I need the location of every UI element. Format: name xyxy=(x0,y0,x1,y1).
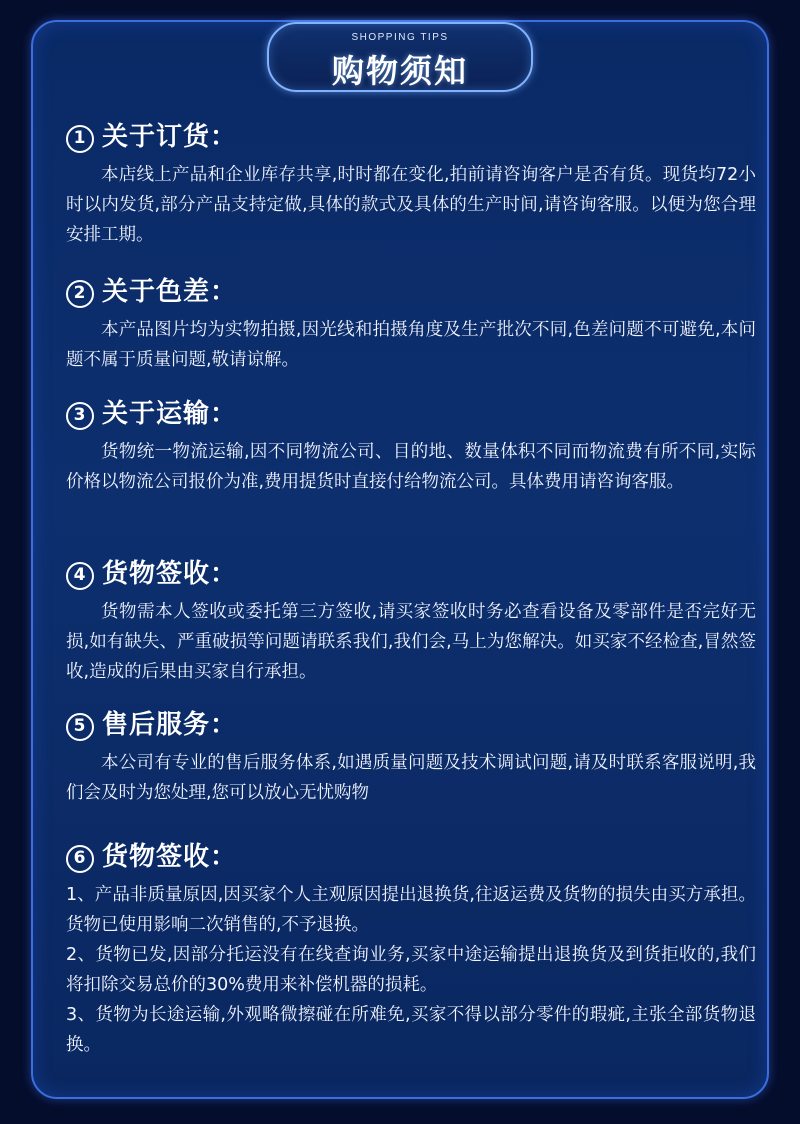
section-title: 关于色差： xyxy=(102,277,238,307)
section-ordering xyxy=(66,120,756,250)
list-item: 3、货物为长途运输,外观略微擦碰在所难免,买家不得以部分零件的瑕疵,主张全部货物退换。 xyxy=(66,1005,756,1055)
section-body: 本店线上产品和企业库存共享,时时都在变化,拍前请咨询客户是否有货。现货均72小时以内发货,部分产品支持定做,具体的款式及具体的生产时间,请咨询客服。以便为您合理安排工期。 xyxy=(66,165,756,245)
section-title: 货物签收： xyxy=(102,559,238,589)
section-shipping xyxy=(66,397,756,497)
section-title: 关于订货： xyxy=(102,122,238,152)
circled-number: 4 xyxy=(66,562,94,590)
section-heading xyxy=(66,275,756,309)
list-item: 2、货物已发,因部分托运没有在线查询业务,买家中途运输提出退换货及到货拒收的,我们将扣除交易总价的30%费用来补偿机器的损耗。 xyxy=(66,945,756,995)
section-receipt xyxy=(66,557,756,687)
section-title: 货物签收： xyxy=(102,842,238,872)
section-heading xyxy=(66,708,756,742)
section-returns xyxy=(66,840,756,1060)
section-color-difference xyxy=(66,275,756,375)
section-heading xyxy=(66,557,756,591)
section-body: 货物需本人签收或委托第三方签收,请买家签收时务必查看设备及零部件是否完好无损,如有缺失、严重破损等问题请联系我们,我们会,马上为您解决。如买家不经检查,冒然签收,造成的后果由买家自行承担。 xyxy=(66,602,756,682)
circled-number: 5 xyxy=(66,713,94,741)
section-heading xyxy=(66,840,756,874)
badge-subtitle: SHOPPING TIPS xyxy=(351,32,449,43)
title-badge xyxy=(267,22,533,92)
section-heading xyxy=(66,397,756,431)
circled-number: 1 xyxy=(66,125,94,153)
circled-number: 2 xyxy=(66,280,94,308)
list-item: 1、产品非质量原因,因买家个人主观原因提出退换货,往返运费及货物的损失由买方承担。货物已使用影响二次销售的,不予退换。 xyxy=(66,885,756,935)
circled-number: 3 xyxy=(66,402,94,430)
section-body: 本公司有专业的售后服务体系,如遇质量问题及技术调试问题,请及时联系客服说明,我们会及时为您处理,您可以放心无忧购物 xyxy=(66,753,756,803)
circled-number: 6 xyxy=(66,845,94,873)
section-after-sales xyxy=(66,708,756,808)
section-title: 售后服务： xyxy=(102,710,238,740)
section-heading xyxy=(66,120,756,154)
returns-list xyxy=(66,880,756,1060)
section-title: 关于运输： xyxy=(102,399,238,429)
section-body: 货物统一物流运输,因不同物流公司、目的地、数量体积不同而物流费有所不同,实际价格以物流公司报价为准,费用提货时直接付给物流公司。具体费用请咨询客服。 xyxy=(66,442,756,492)
page-title: 购物须知 xyxy=(331,52,468,90)
section-body: 本产品图片均为实物拍摄,因光线和拍摄角度及生产批次不同,色差问题不可避免,本问题不属于质量问题,敬请谅解。 xyxy=(66,320,756,370)
